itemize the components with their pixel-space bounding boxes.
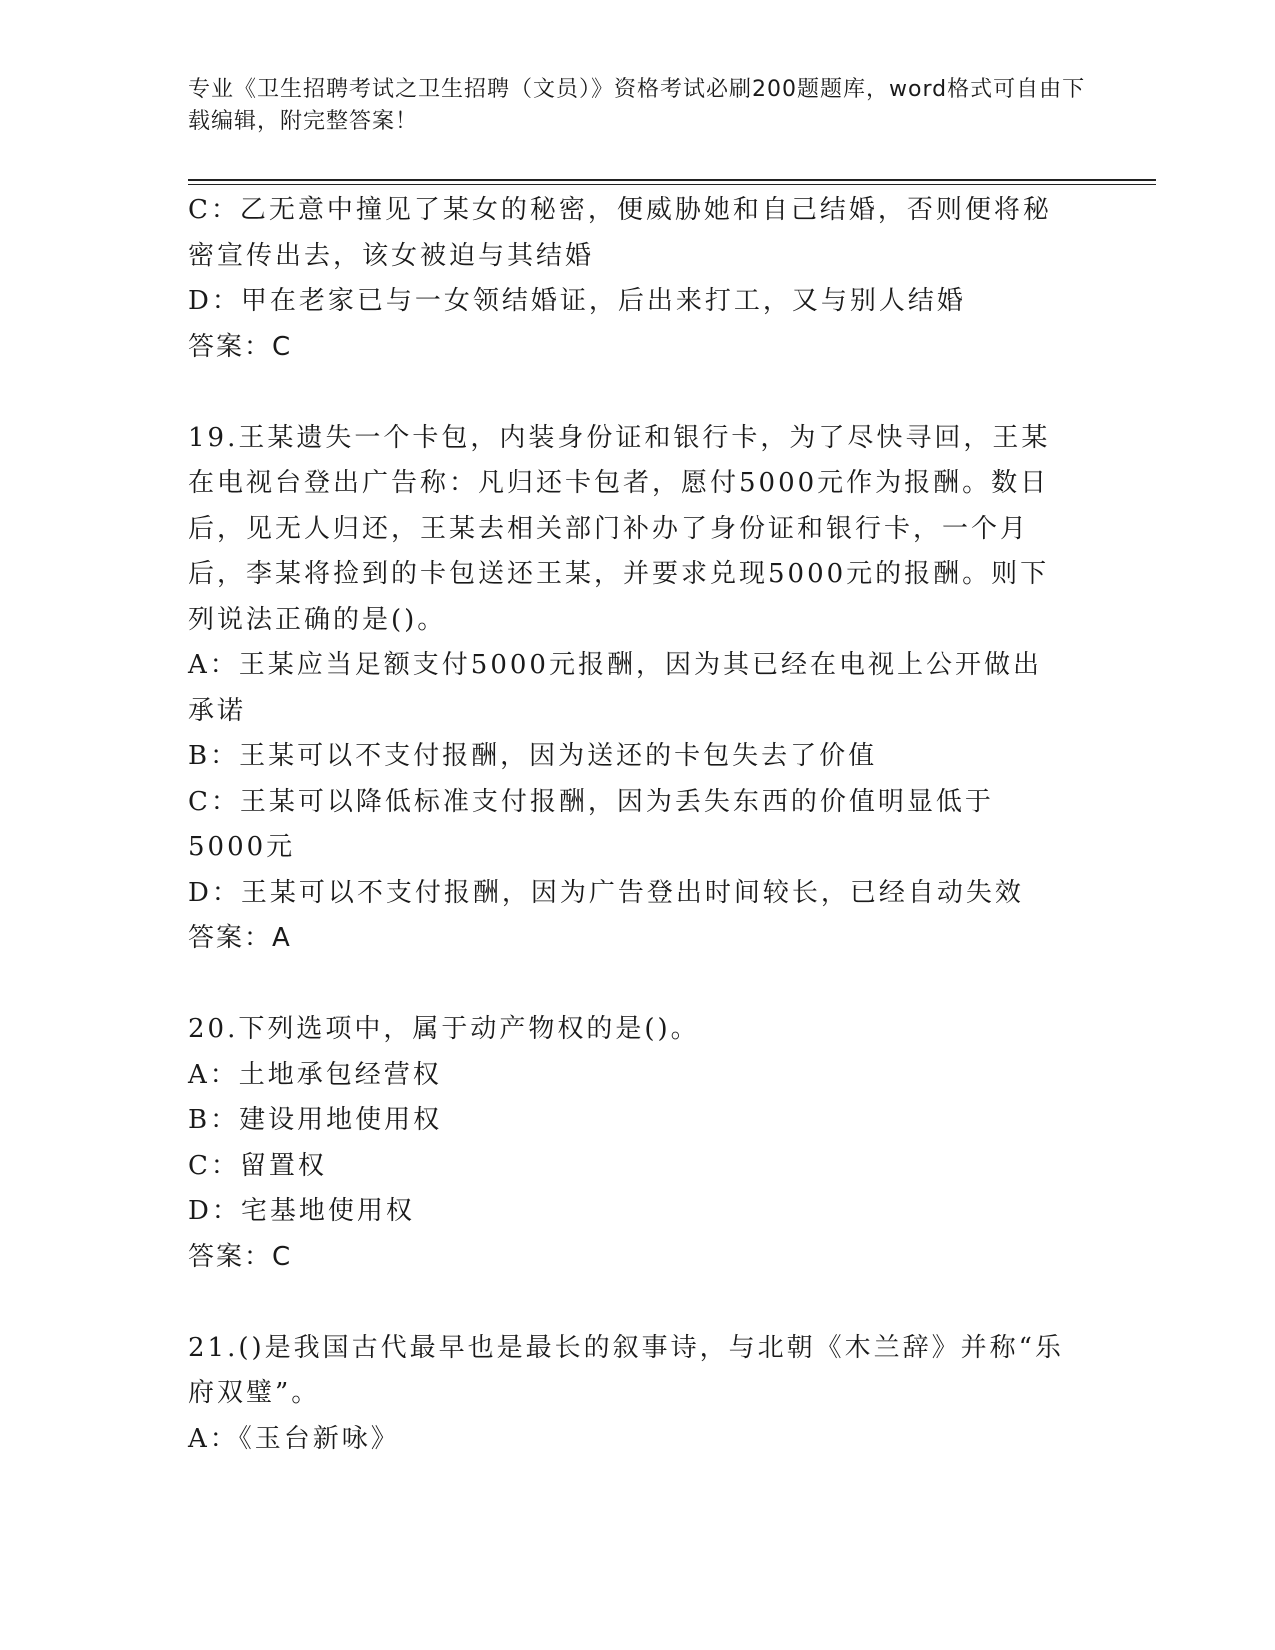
q20-answer-label: 答案： [188,1241,273,1272]
q19-stem: 19.王某遗失一个卡包，内装身份证和银行卡，为了尽快寻回，王某在电视台登出广告称：凡归还卡包者，愿付5000元作为报酬。数日后，见无人归还，王某去相关部门补办了身份证和银行卡，一个月后，李某将捡到的卡包送还王某，并要求兑现5000元的报酬。则下列说法正确的是()。 [188,422,1051,635]
q21-option-a: A：《玉台新咏》 [188,1423,400,1454]
q20-stem: 20.下列选项中，属于动产物权的是()。 [188,1014,700,1044]
header-title: 专业《卫生招聘考试之卫生招聘（文员）》资格考试必刷200题题库，word格式可自由下载编辑，附完整答案！ [188,77,1086,134]
q19-option-b: B：王某可以不支付报酬，因为送还的卡包失去了价值 [188,741,878,771]
q21-stem: 21.()是我国古代最早也是最长的叙事诗，与北朝《木兰辞》并称“乐府双璧”。 [188,1332,1064,1408]
q20-answer-value: C [272,1241,291,1272]
q20-option-b: B：建设用地使用权 [188,1105,443,1135]
header-rule-thick [188,179,1156,181]
spacer [188,370,1068,416]
q18-answer [188,325,1068,371]
q18-option-d: D：甲在老家已与一女领结婚证，后出来打工，又与别人结婚 [188,286,966,316]
q18-option-c: C：乙无意中撞见了某女的秘密，便威胁她和自己结婚，否则便将秘密宣传出去，该女被迫与其结婚 [188,195,1052,271]
q20-answer [188,1235,1068,1281]
q19-answer [188,916,1068,962]
header-rule-thin [188,184,1156,185]
document-body [188,188,1068,1462]
q20-option-d: D：宅基地使用权 [188,1196,415,1226]
spacer [188,962,1068,1008]
q19-option-d: D：王某可以不支付报酬，因为广告登出时间较长，已经自动失效 [188,877,1024,908]
q19-answer-label: 答案： [188,923,273,953]
spacer [188,1280,1068,1326]
q20-option-a: A：土地承包经营权 [188,1059,442,1090]
q18-answer-value: C [272,331,291,362]
document-header [188,74,1088,138]
q19-answer-value: A [272,923,290,953]
q20-option-c: C：留置权 [188,1150,327,1181]
q19-option-a: A：王某应当足额支付5000元报酬，因为其已经在电视上公开做出承诺 [188,650,1042,726]
q18-answer-label: 答案： [188,331,273,362]
q19-option-c: C：王某可以降低标准支付报酬，因为丢失东西的价值明显低于5000元 [188,786,994,862]
